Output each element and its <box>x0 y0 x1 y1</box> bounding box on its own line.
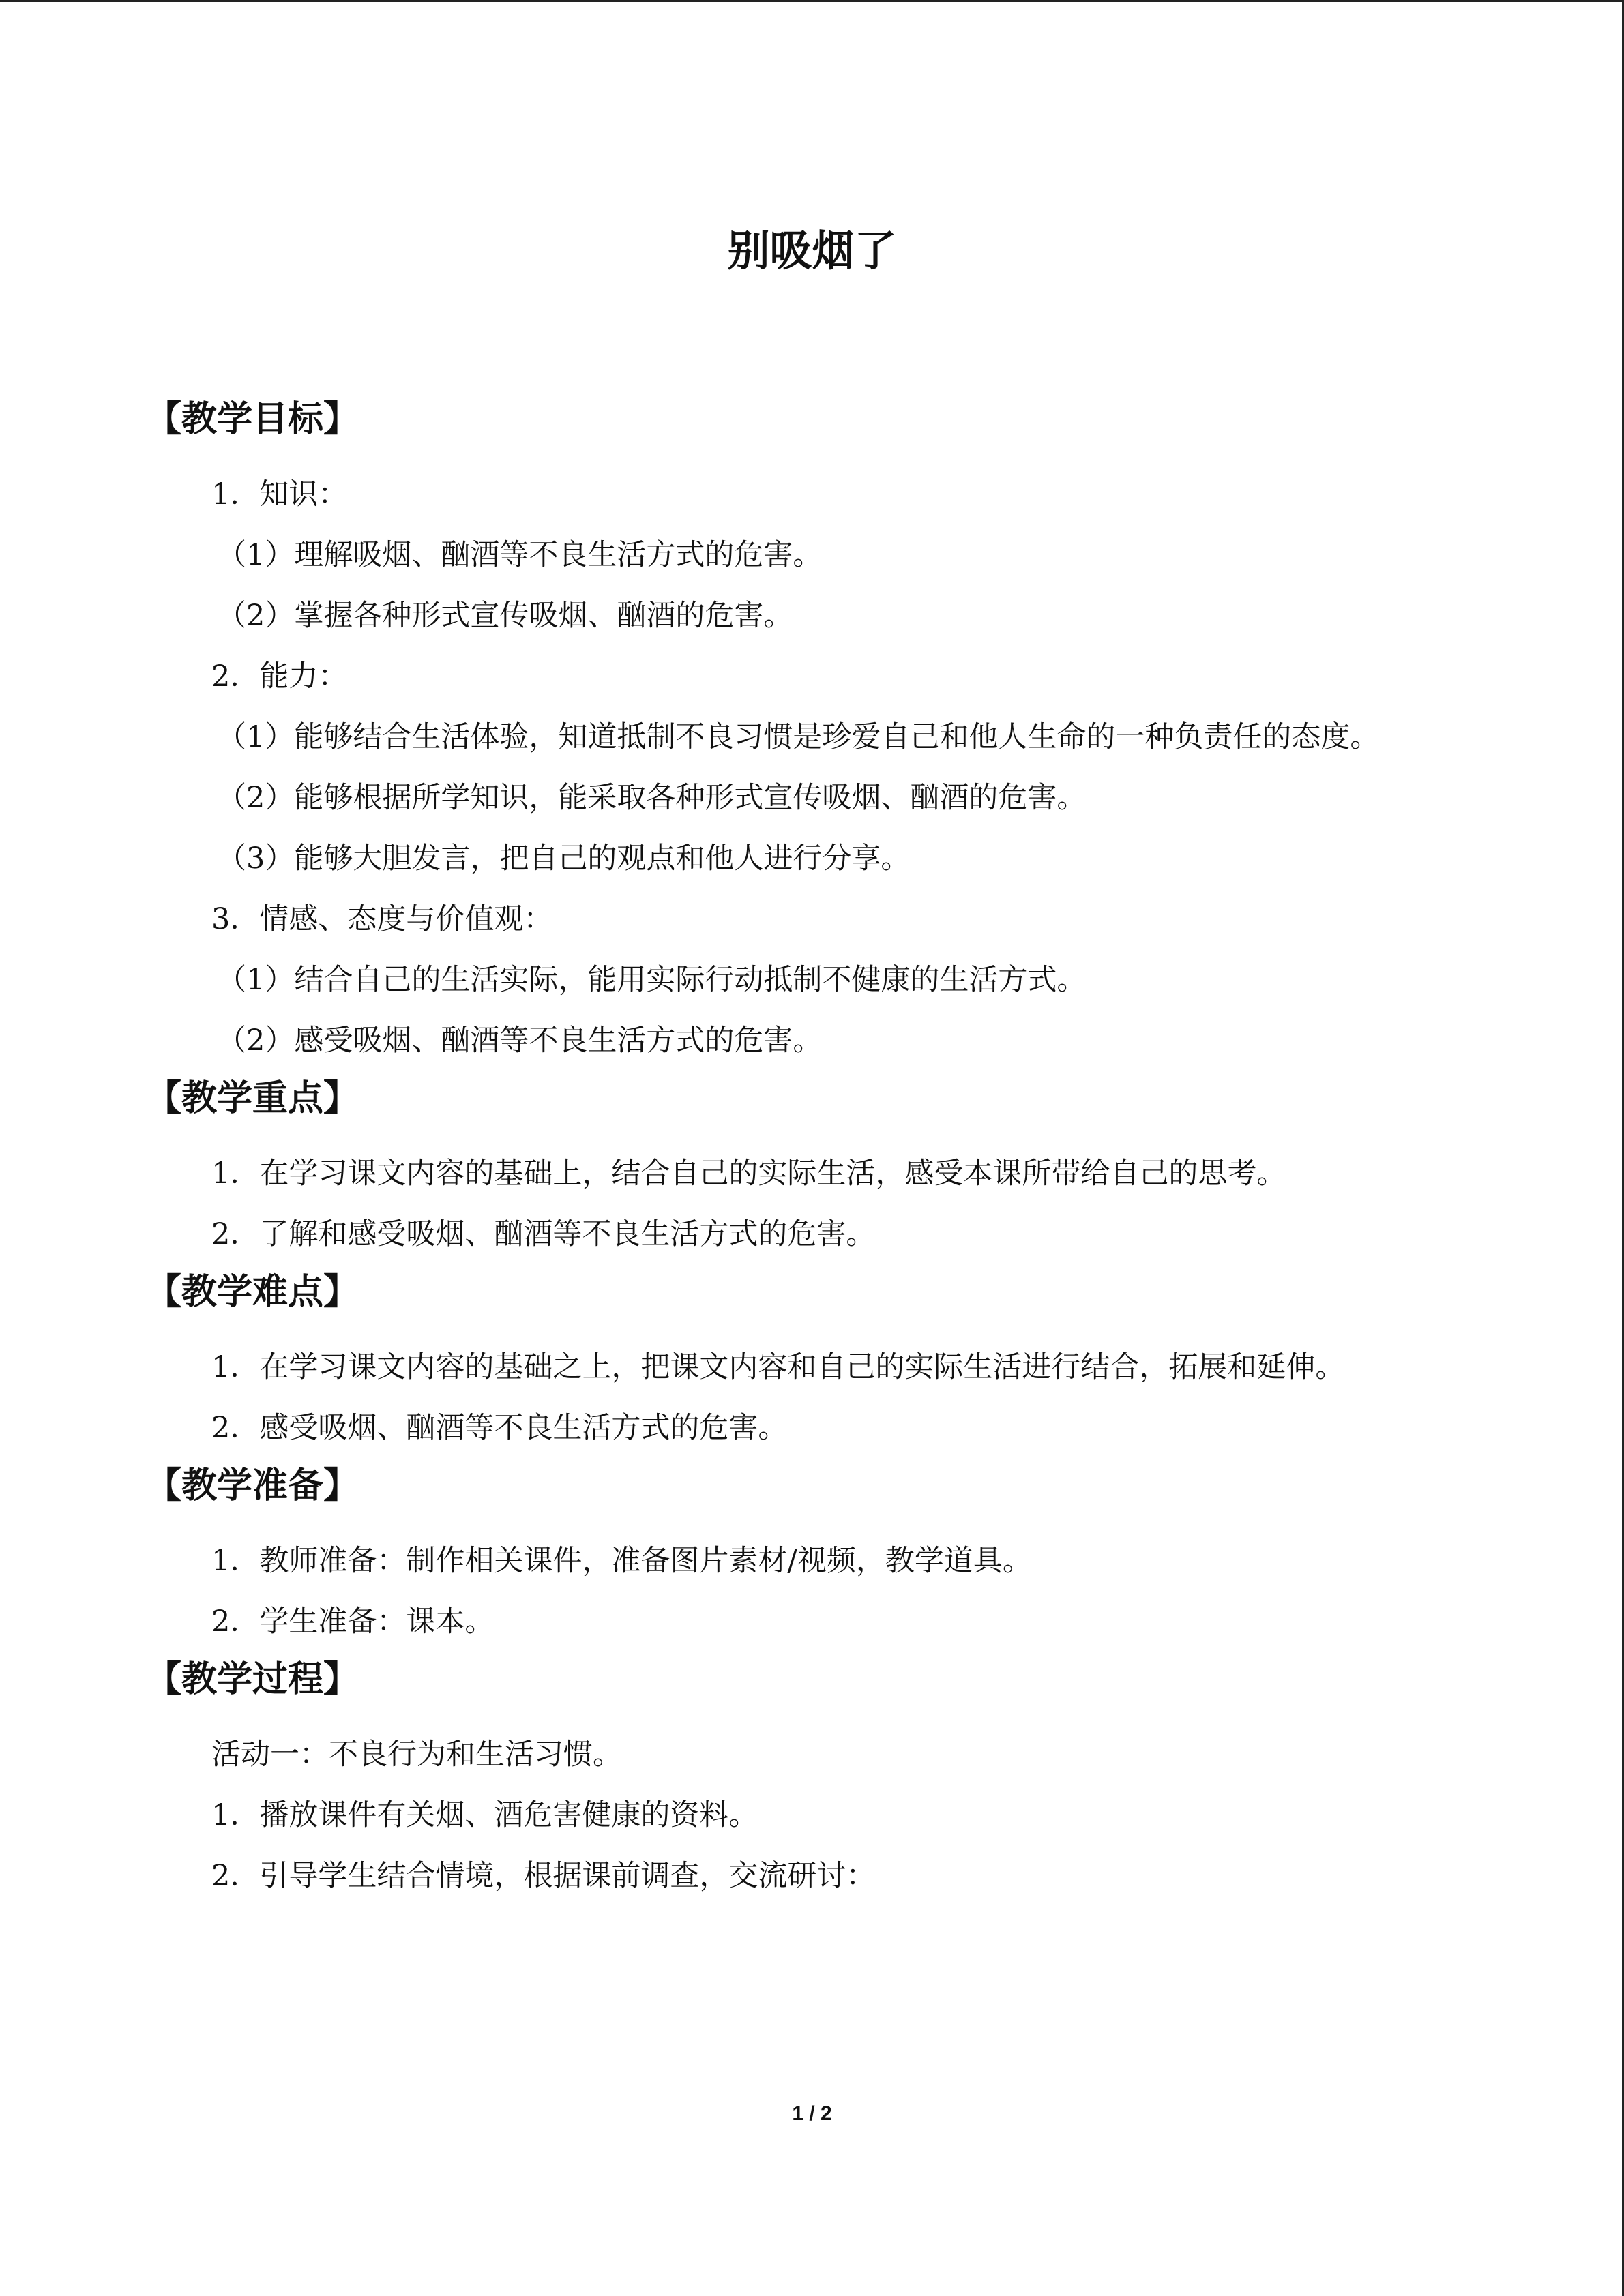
preparation-line: 1．教师准备：制作相关课件，准备图片素材/视频，教学道具。 <box>211 1544 1032 1578</box>
goal-line: 1．知识： <box>211 477 348 511</box>
page-number: 1 / 2 <box>792 2102 832 2125</box>
goal-line: （2）掌握各种形式宣传吸烟、酗酒的危害。 <box>217 599 793 633</box>
goal-line: （1）能够结合生活体验，知道抵制不良习惯是珍爱自己和他人生命的一种负责任的态度。 <box>217 720 1380 754</box>
goal-line: 2．能力： <box>211 659 348 694</box>
section-heading-key-points: 【教学重点】 <box>146 1078 359 1119</box>
goal-line: （2）感受吸烟、酗酒等不良生活方式的危害。 <box>217 1024 823 1058</box>
goal-line: （3）能够大胆发言，把自己的观点和他人进行分享。 <box>217 841 911 876</box>
goal-line: （2）能够根据所学知识，能采取各种形式宣传吸烟、酗酒的危害。 <box>217 781 1087 815</box>
section-heading-preparation: 【教学准备】 <box>146 1465 359 1506</box>
preparation-line: 2．学生准备：课本。 <box>211 1605 494 1639</box>
section-heading-process: 【教学过程】 <box>146 1659 359 1700</box>
document-body <box>146 392 1475 1907</box>
process-line: 2．引导学生结合情境，根据课前调查，交流研讨： <box>211 1859 876 1893</box>
section-heading-goals: 【教学目标】 <box>146 399 359 440</box>
difficulty-line: 2．感受吸烟、酗酒等不良生活方式的危害。 <box>211 1411 788 1445</box>
key-point-line: 2．了解和感受吸烟、酗酒等不良生活方式的危害。 <box>211 1217 876 1251</box>
process-line: 活动一：不良行为和生活习惯。 <box>211 1738 622 1772</box>
goal-line: （1）结合自己的生活实际，能用实际行动抵制不健康的生活方式。 <box>217 963 1087 997</box>
difficulty-line: 1．在学习课文内容的基础之上，把课文内容和自己的实际生活进行结合，拓展和延伸。 <box>211 1350 1345 1384</box>
key-point-line: 1．在学习课文内容的基础上，结合自己的实际生活，感受本课所带给自己的思考。 <box>211 1157 1286 1191</box>
goal-line: 3．情感、态度与价值观： <box>211 902 553 936</box>
section-heading-difficulties: 【教学难点】 <box>146 1272 359 1313</box>
process-line: 1．播放课件有关烟、酒危害健康的资料。 <box>211 1798 758 1832</box>
goal-line: （1）理解吸烟、酗酒等不良生活方式的危害。 <box>217 538 823 572</box>
document-title: 别吸烟了 <box>727 226 897 275</box>
